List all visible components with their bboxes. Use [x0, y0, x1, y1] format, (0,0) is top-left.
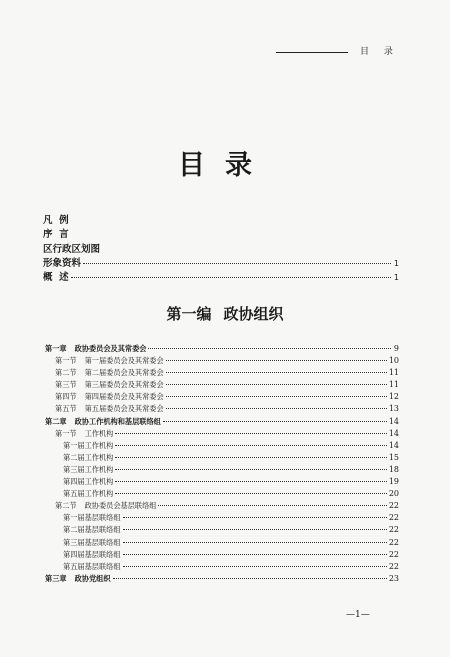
- front-matter-label: 区行政区划图: [43, 243, 101, 255]
- toc-entry-number: 第四节: [55, 392, 77, 402]
- page-ref: 1: [393, 273, 399, 283]
- dot-leader: [71, 277, 391, 278]
- toc-entry-number: 第一节: [55, 428, 77, 438]
- toc-entry-label: 第二届工作机构: [63, 452, 114, 462]
- toc-entry-label: 第五届工作机构: [63, 489, 114, 499]
- page-ref: 18: [388, 464, 399, 474]
- front-matter-item: [43, 269, 399, 283]
- page-number: —1—: [346, 610, 370, 620]
- page-ref: 19: [388, 477, 399, 487]
- page-ref: 9: [393, 344, 399, 353]
- dot-leader: [115, 445, 386, 446]
- page-ref: 22: [388, 537, 399, 547]
- dot-leader: [148, 348, 391, 349]
- toc-entry-label: 政协委员会及其常委会: [74, 344, 147, 353]
- toc-entry: [45, 404, 399, 416]
- front-matter-label: 序 言: [43, 229, 69, 241]
- dot-leader: [83, 263, 391, 264]
- toc-entry: [45, 465, 399, 477]
- dot-leader: [123, 554, 387, 555]
- toc-entry: [45, 441, 399, 453]
- dot-leader: [166, 360, 387, 361]
- front-matter-item: [43, 226, 399, 240]
- toc-list: [45, 344, 399, 586]
- toc-entry: [45, 356, 399, 368]
- toc-entry-label: 第三届基层联络组: [63, 537, 121, 547]
- toc-entry: [45, 538, 399, 550]
- toc-entry-number: 第一章: [45, 344, 67, 353]
- toc-entry-number: 第一节: [55, 356, 77, 366]
- page-ref: 13: [388, 404, 399, 414]
- dot-leader: [123, 566, 387, 567]
- toc-entry-label: 第一届委员会及其常委会: [84, 356, 164, 366]
- part-title: 政协组织: [223, 305, 284, 323]
- toc-entry-label: 政协工作机构和基层联络组: [74, 416, 161, 426]
- running-header: 目 录: [360, 47, 399, 57]
- page-ref: 22: [388, 561, 399, 571]
- page-ref: 10: [388, 356, 399, 366]
- front-matter-label: 概 述: [43, 272, 69, 284]
- page-title: 目录: [178, 150, 272, 181]
- toc-entry-label: 第四届基层联络组: [63, 549, 121, 559]
- toc-entry: [45, 453, 399, 465]
- toc-entry-number: 第三章: [45, 573, 67, 583]
- toc-entry: [45, 501, 399, 513]
- dot-leader: [166, 384, 387, 385]
- toc-entry: [45, 550, 399, 562]
- dot-leader: [115, 481, 386, 482]
- header-rule: [276, 52, 348, 53]
- toc-entry-label: 政协党组织: [74, 573, 111, 583]
- toc-entry-number: 第二节: [55, 501, 77, 511]
- dot-leader: [158, 505, 386, 506]
- dot-leader: [113, 578, 387, 579]
- page-ref: 15: [388, 452, 399, 462]
- toc-entry-label: 第五届基层联络组: [63, 561, 121, 571]
- toc-entry-number: 第三节: [55, 380, 77, 390]
- dot-leader: [123, 542, 387, 543]
- dot-leader: [123, 517, 387, 518]
- part-number: 第一编: [166, 305, 212, 323]
- toc-entry: [45, 368, 399, 380]
- toc-entry-number: 第二章: [45, 416, 67, 426]
- toc-entry-label: 第三届委员会及其常委会: [84, 380, 164, 390]
- toc-entry-label: 工作机构: [84, 428, 114, 438]
- toc-entry: [45, 562, 399, 574]
- dot-leader: [166, 408, 387, 409]
- part-heading: [0, 303, 450, 324]
- toc-entry: [45, 417, 399, 429]
- toc-entry: [45, 429, 399, 441]
- dot-leader: [115, 433, 386, 434]
- front-matter-label: 凡 例: [43, 215, 69, 226]
- page-ref: 11: [388, 380, 399, 390]
- toc-entry-label: 第一届工作机构: [63, 440, 114, 450]
- dot-leader: [115, 469, 386, 470]
- dot-leader: [166, 372, 387, 373]
- page-ref: 14: [388, 428, 399, 438]
- page-ref: 11: [388, 368, 399, 378]
- toc-entry-label: 第四届工作机构: [63, 477, 114, 487]
- dot-leader: [163, 421, 387, 422]
- toc-entry: [45, 380, 399, 392]
- page-ref: 14: [388, 416, 399, 426]
- toc-entry: [45, 344, 399, 356]
- toc-entry-label: 第三届工作机构: [63, 464, 114, 474]
- page-ref: 23: [388, 573, 399, 583]
- dot-leader: [115, 457, 386, 458]
- toc-entry: [45, 392, 399, 404]
- front-matter-list: [43, 212, 399, 283]
- page-ref: 22: [388, 525, 399, 535]
- toc-entry-label: 第一届基层联络组: [63, 513, 121, 523]
- page-ref: 22: [388, 549, 399, 559]
- front-matter-item: [43, 241, 399, 255]
- front-matter-item: [43, 255, 399, 269]
- toc-entry: [45, 513, 399, 525]
- front-matter-item: [43, 212, 399, 226]
- page-ref: 20: [388, 489, 399, 499]
- toc-entry-label: 第二届委员会及其常委会: [84, 368, 164, 378]
- toc-entry: [45, 489, 399, 501]
- page-ref: 22: [388, 513, 399, 523]
- page-ref: 12: [388, 392, 399, 402]
- toc-entry-number: 第二节: [55, 368, 77, 378]
- toc-entry-label: 第二届基层联络组: [63, 525, 121, 535]
- page-ref: 22: [388, 501, 399, 511]
- toc-entry: [45, 574, 399, 586]
- toc-entry: [45, 477, 399, 489]
- dot-leader: [166, 396, 387, 397]
- dot-leader: [123, 529, 387, 530]
- front-matter-label: 形象资料: [43, 257, 82, 269]
- toc-entry-label: 第五届委员会及其常委会: [84, 404, 164, 414]
- toc-entry-number: 第五节: [55, 404, 77, 414]
- dot-leader: [115, 493, 386, 494]
- toc-entry: [45, 525, 399, 537]
- toc-entry-label: 政协委员会基层联络组: [84, 501, 157, 511]
- page-ref: 1: [393, 258, 399, 268]
- page-ref: 14: [388, 440, 399, 450]
- toc-entry-label: 第四届委员会及其常委会: [84, 392, 164, 402]
